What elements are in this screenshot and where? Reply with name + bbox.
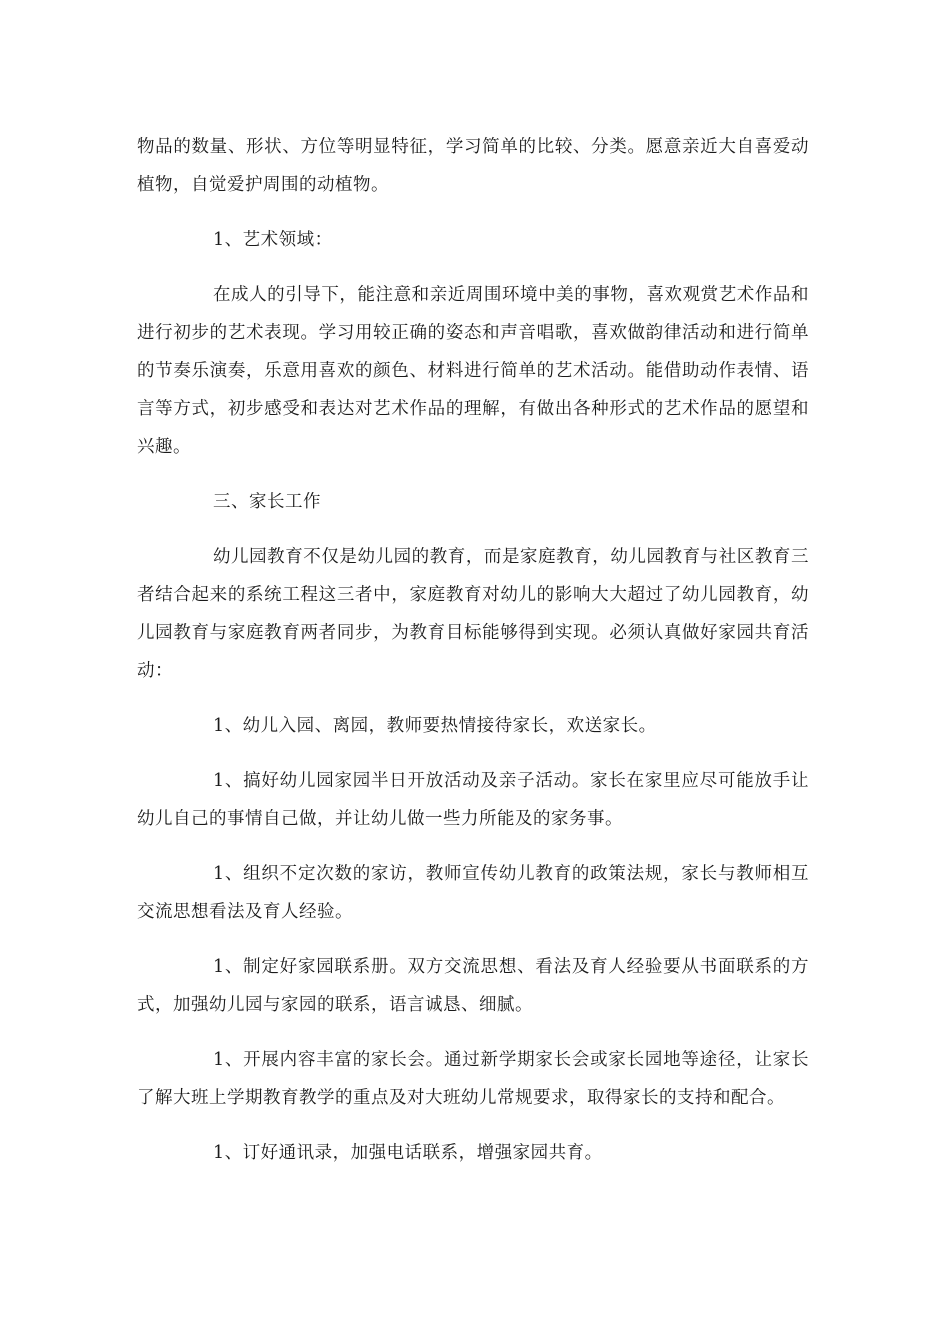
list-item-address-book: 1、订好通讯录，加强电话联系，增强家园共育。 [213,1143,603,1163]
paragraph-continuation: 物品的数量、形状、方位等明显特征，学习简单的比较、分类。愿意亲近大自喜爱动植物，自觉爱护周围的动植物。 [137,137,809,195]
paragraph-art-domain: 在成人的引导下，能注意和亲近周围环境中美的事物，喜欢观赏艺术作品和进行初步的艺术表现。学习用较正确的姿态和声音唱歌，喜欢做韵律活动和进行简单的节奏乐演奏，乐意用喜欢的颜色、材料进行简单的艺术活动。能借助动作表情、语言等方式，初步感受和表达对艺术作品的理解，有做出各种形式的艺术作品的愿望和兴趣。 [137,285,809,457]
list-item-open-day: 1、搞好幼儿园家园半日开放活动及亲子活动。家长在家里应尽可能放手让幼儿自己的事情自己做，并让幼儿做一些力所能及的家务事。 [137,771,809,829]
document-body [137,128,809,1172]
paragraph-parent-work-intro: 幼儿园教育不仅是幼儿园的教育，而是家庭教育，幼儿园教育与社区教育三者结合起来的系统工程这三者中，家庭教育对幼儿的影响大大超过了幼儿园教育，幼儿园教育与家庭教育两者同步，为教育目标能够得到实现。必须认真做好家园共育活动： [137,547,809,681]
list-item-arrival-departure: 1、幼儿入园、离园，教师要热情接待家长，欢送家长。 [213,716,657,736]
list-item-contact-book: 1、制定好家园联系册。双方交流思想、看法及育人经验要从书面联系的方式，加强幼儿园与家园的联系，语言诚恳、细腻。 [137,957,809,1015]
heading-art-domain: 1、艺术领域： [213,230,333,250]
list-item-home-visits: 1、组织不定次数的家访，教师宣传幼儿教育的政策法规，家长与教师相互交流思想看法及育人经验。 [137,864,809,922]
list-item-parent-meeting: 1、开展内容丰富的家长会。通过新学期家长会或家长园地等途径，让家长了解大班上学期教育教学的重点及对大班幼儿常规要求，取得家长的支持和配合。 [137,1050,809,1108]
heading-parent-work: 三、家长工作 [213,492,321,512]
